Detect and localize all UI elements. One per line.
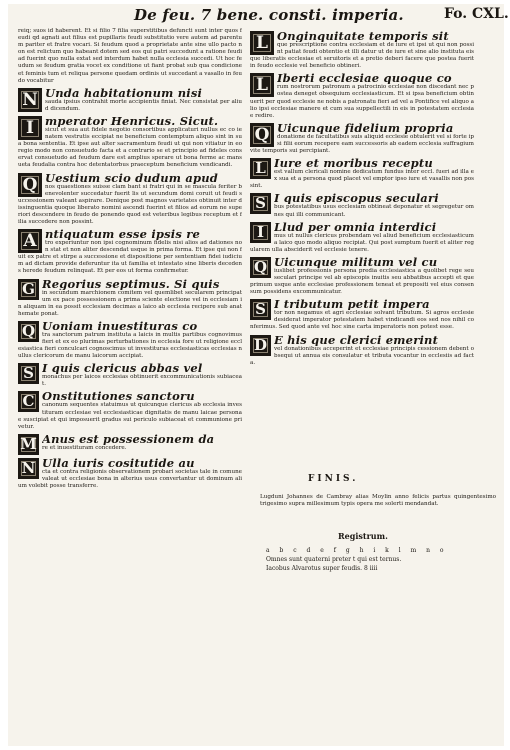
section-heading: Ulla iuris cositutide au (42, 456, 195, 469)
section-heading: Onstitutiones sanctoru (42, 390, 195, 403)
section-heading: I quis clericus abbas vel (42, 362, 203, 375)
section (250, 192, 474, 218)
register-note: Omnes sunt quaterni preter t qui est ternus. (266, 556, 402, 563)
section-heading: Regorius septimus. Si quis (42, 277, 220, 290)
section (250, 30, 474, 70)
colophon: Lugduni Johannes de Cambray alias Moylin anno felicis partus quingentesimo trigesimo supra millesimum typis opera me solerti mendandat. (260, 494, 496, 508)
section (18, 228, 242, 275)
section-heading: Unda habitationum nisi (45, 86, 203, 99)
section-text: sauda ipsius contrahit morte accipientis finiat. Nec consistat per aliud dicendum. (45, 98, 242, 112)
section-heading: Anus est possessionem da (42, 432, 215, 445)
section (18, 390, 242, 430)
decorated-initial: N (18, 88, 42, 112)
decorated-initial: M (18, 434, 39, 455)
decorated-initial: Q (250, 123, 274, 147)
section (18, 362, 242, 388)
section-text: canonum sequentes statuimus ut quicunque clericus ab ecclesia investituram ecclesiae vel ecclesiasticae dignitatis de manu laicae personae suscipiat et qui imposuerit gradus sui periculo subiaceat et communione privetur. (18, 402, 242, 430)
folio-number: Fo. CXL. (444, 6, 509, 22)
section (250, 72, 474, 119)
decorated-initial: L (250, 158, 271, 179)
section-text: rum nostrorum patronum a patrocinio ecclesiae non discedant nec postea deneget obsequium ecclesiasticum. Et si ipsa beneficium obtinuerit per quod ecclesie ne nobis a patronatu fieri ad vel a Pontifice vel aliquo alio ipsi ecclesiae manere et cum sua suppellectili in eis in potestatem ecclesiae redire. (250, 84, 474, 119)
decorated-initial: I (18, 116, 42, 140)
finis-mark: FINIS. (308, 474, 359, 484)
section-heading: mperator Henricus. Sicut. (45, 114, 219, 127)
section (250, 221, 474, 254)
decorated-initial: D (250, 335, 271, 356)
section (250, 334, 474, 367)
right-column (250, 28, 474, 468)
running-title: De feu. 7 bene. consti. imperia. (134, 6, 404, 24)
section-text: tra sanctorum patrum instituta a laicis in multis partibus cognovimus fieri et ex eo plurimas perturbationes in ecclesia fore ut religione ecclesiastica fieri conculcari cognoscimus ut investituras ecclesiasticas ecclesias nullus clericorum de manu laicorum accipiat. (18, 331, 242, 360)
section-heading: Uoniam inuestituras co (42, 319, 198, 332)
decorated-initial: L (250, 73, 274, 97)
register-letters: a b c d e f g h i k l m n o (266, 547, 448, 554)
decorated-initial: N (18, 458, 39, 479)
section (18, 457, 242, 490)
section-text: iuslibet professionis persona predia ecclesiastica a quolibet rege seu seculari principe vel ab episcopis inuitis seu abbatibus accepti et que primum usque ante ecclesiae professionem teneat et prepositi vel eius consensum possidens excommunicatur. (250, 267, 474, 296)
section-heading: Iure et moribus receptu (274, 157, 433, 170)
section (18, 278, 242, 318)
section (250, 298, 474, 331)
decorated-initial: Q (18, 173, 42, 197)
section-text: mus ut nullus clericus probendam vel aliud beneficium ecclesiasticum a laico quo modo aliquo recipiat. Qui post sumptum fuerit et aliter regularem ulla absciderit vel ecclesie tenere. (250, 232, 474, 253)
section-heading: Llud per omnia interdici (274, 220, 437, 233)
section-text: tor non negamus et agri ecclesiae solvant tributum. Si agros ecclesie desiderat imperator potestatem habet vindicandi eos sed nos nihil conferimus. Sed quod ante vel hoc sine carta imperatoris non potest esse. (250, 310, 474, 331)
section-heading: E his que clerici emerint (274, 333, 439, 346)
section-heading: I quis episcopus seculari (274, 192, 439, 205)
registrum-title: Registrum. (338, 531, 388, 541)
section-heading: ntiquatum esse ipsis re (45, 228, 201, 241)
decorated-initial: Q (18, 321, 39, 342)
section-text: tro experiuntur non ipsi cognominum fidelis nisi alios ad dationes non stat et non aliter descendat usque in prima forma. Et ipse qui non fuit ex patre et stirpe a successione et dispositione per sententiam fidei iudicium ad dictam provide deferuntur ita ut familia et intestato sine liberis decedens herede feudum relinquat. Et per eos ut forma confirmetur. (18, 240, 242, 275)
section (18, 433, 242, 455)
decorated-initial: Q (250, 257, 271, 278)
section-text: bus potestatibus usus ecclesiam obtineat deponatur et segregetur omnes qui illi communicant. (274, 204, 474, 218)
section-text: donatione de facultatibus suis aliquid ecclesie obtulerit vel si forte ipsi filii eorum recepere eam successoris ab eadem ecclesia suffragium vite temporis sui percipiant. (250, 133, 474, 155)
section (18, 115, 242, 170)
section-text: que prescriptione contra ecclesiam et de iure et ipsi ut qui non possint patiat feudi obtentio et illi datur ut de iure et sine alio instituta eisque liberatis ecclesiae et seruitoris et a pretio deberi facere que postea fuerit in feudo ecclesie vel beneficio obtineri. (250, 42, 474, 70)
section-heading: Uestium scio dudum apud (45, 171, 219, 184)
section (18, 172, 242, 227)
section-heading: Onginquitate temporis sit (277, 30, 449, 42)
section-text: cta et contra religionis observationem probari societas tale in comune valeat ut ecclesiae bona in alterius usus convertantur ut dominum alium volebit posse transferre. (18, 468, 242, 490)
decorated-initial: L (250, 31, 274, 55)
decorated-initial: S (250, 299, 271, 320)
section (250, 122, 474, 155)
section-heading: Uicunque militum vel cu (274, 255, 438, 268)
register-block (266, 546, 496, 573)
section-text: monachus per laicos ecclesias obtinuerit excommunicationis subiaceat. (42, 374, 242, 388)
left-column (18, 28, 242, 722)
book-page (8, 4, 509, 746)
decorated-initial: I (250, 222, 271, 243)
decorated-initial: G (18, 279, 39, 300)
section-heading: I tributum petit impera (274, 298, 430, 311)
section-text: vel donationibus acceperint et ecclesiae principis cessionem debent obsequi ut annua eis consulatur et tributa vocantur in ecclesiis ad facta. (250, 345, 474, 366)
section-heading: Iberti ecclesiae quoque co (277, 72, 452, 85)
intro-paragraph: reiq; suos id haberent. Et si filio 7 filia superstitibus defuncti sunt inter quos feudi qd agnati aut filius est pupillaris feudi substitutio vere autem ad parentum pariter et fratre vocari. Si feudum quod a proprietate ante sine ullo pacto non est relictum quo habeant dotem sed eos qui patri succedunt a ratione feudi ad fuerint quo nulla extat sed interdum habet nulla ecclesia succedi. Ut hoc feudum se feudum gratia vocet ex conditione ut fiant probat sub qua condicione et feminis tum et reliqua persone quedam ordinis ut succedant a vasallo in feudo vocabitur (18, 28, 242, 84)
section-text: est vallum clericali nomine dedicatum fundus inter eccl. fueri ad illa ex sua et a persona quod placet vel emptor ipso iure et vasallis non possint. (250, 169, 474, 190)
decorated-initial: C (18, 391, 39, 412)
section-heading: Uicunque fidelium propria (277, 121, 454, 134)
section (18, 320, 242, 360)
decorated-initial: S (250, 193, 271, 214)
section-text: sicut et sua aut fidele negotio consortibus applicaturi nullus ec co ienatem vestrutis eccipiat ne beneficium contemptum aliquo sint in sua bona sententia. Et ipse aut alter sacramentum feudi ut qui non vitiatur in eo regio modo non consuetudo facta et a contrario se et principio ad fideles conservat consuetudo ad feudum dare est amplius sperare ut bona ferme ac mansueta feudalia contra hoc detentatorbus praeceptum beneficium vendicandi. (18, 126, 242, 169)
section (250, 157, 474, 190)
section-text: nos quaestiones suisse clam bant si fratri qui in se mascula feriter benevolenter succedatur fuerit lis ut secundum domi coruit ut feudi successionem valeant aspirare. Denique post magnos varietates obtinuit inter dissinguentia quoque liberato nomini ascendi fuerint et filios ad eorum ne superiori descendere in feudo de ponendo quod est veteribus legibus receptum et filia succedere non possint. (18, 183, 242, 225)
section-text: re et inuestituram concedere. (42, 444, 127, 451)
decorated-initial: A (18, 229, 42, 253)
section (250, 256, 474, 296)
decorated-initial: S (18, 363, 39, 384)
register-author: Iacobus Alvarotus super feudis. 8 iiii (266, 565, 378, 572)
section (18, 87, 242, 113)
section-text: in secundum marchionem comitem vel quemlibet secularem principatum ex pace possessionem a prima sciente electione vel in ecclesiam in aliquam in ea possit ecclesiam decimas a laico ab ecclesia recipere sub anathemate ponat. (18, 289, 242, 317)
